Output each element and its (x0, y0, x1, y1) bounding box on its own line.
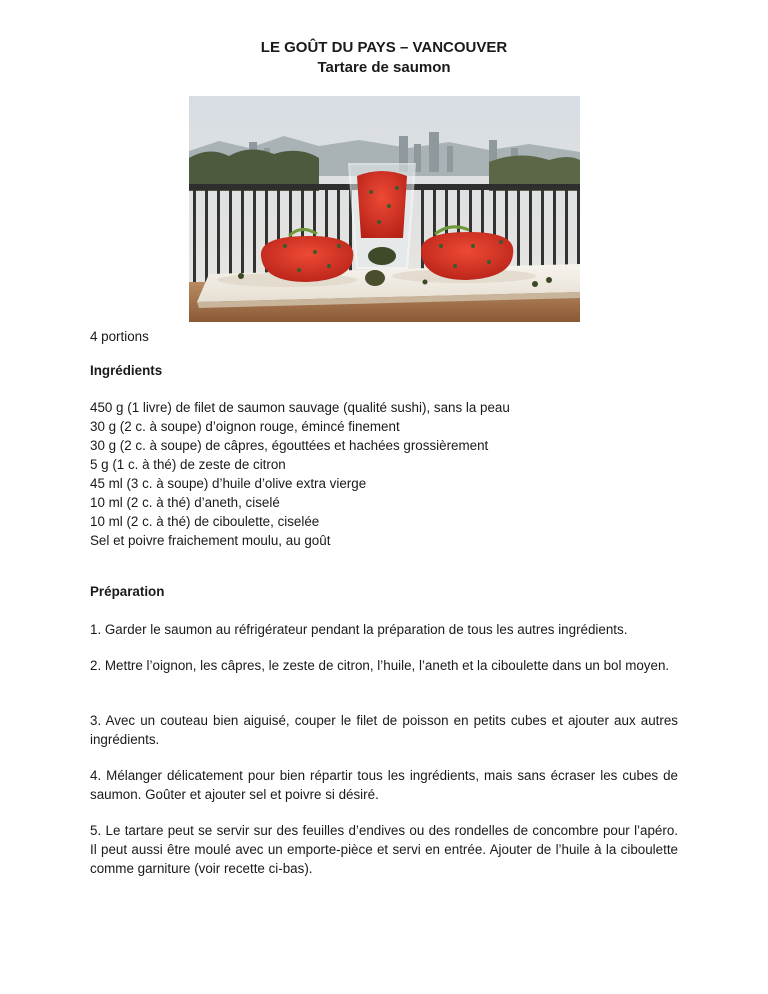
preparation-step: 4. Mélanger délicatement pour bien répartir tous les ingrédients, mais sans écraser les cubes de saumon. Goûter et ajouter sel et poivre si désiré. (90, 768, 678, 802)
ingredient-item: 30 g (2 c. à soupe) d’oignon rouge, émincé finement (90, 419, 400, 434)
ingredient-item: 30 g (2 c. à soupe) de câpres, égouttées et hachées grossièrement (90, 438, 489, 453)
ingredient-item: 10 ml (2 c. à thé) d’aneth, ciselé (90, 495, 280, 510)
preparation-step: 2. Mettre l’oignon, les câpres, le zeste de citron, l’huile, l’aneth et la ciboulette dans un bol moyen. (90, 658, 670, 673)
salmon-tartare-photo (189, 96, 580, 322)
ingredient-item: 450 g (1 livre) de filet de saumon sauvage (qualité sushi), sans la peau (90, 400, 510, 415)
preparation-step: 3. Avec un couteau bien aiguisé, couper le filet de poisson en petits cubes et ajouter aux autres ingrédients. (90, 713, 678, 747)
document-header (0, 38, 768, 78)
ingredient-item: 10 ml (2 c. à thé) de ciboulette, ciselée (90, 514, 320, 529)
ingredient-item: Sel et poivre fraichement moulu, au goût (90, 533, 331, 548)
recipe-title: Tartare de saumon (317, 59, 451, 76)
portions-text: 4 portions (90, 329, 149, 344)
ingredients-list (90, 398, 678, 550)
preparation-step: 5. Le tartare peut se servir sur des feuilles d’endives ou des rondelles de concombre pour l’apéro. Il peut aussi être moulé avec un emporte-pièce et servi en entrée. Ajouter de l’huile à la ciboulette comme garniture (voir recette ci-bas). (90, 823, 678, 876)
ingredients-heading: Ingrédients (90, 363, 163, 378)
preparation-step: 1. Garder le saumon au réfrigérateur pendant la préparation de tous les autres ingrédients. (90, 622, 628, 637)
ingredient-item: 5 g (1 c. à thé) de zeste de citron (90, 457, 286, 472)
ingredient-item: 45 ml (3 c. à soupe) d’huile d’olive extra vierge (90, 476, 367, 491)
preparation-heading: Préparation (90, 584, 165, 599)
document-title: LE GOÛT DU PAYS – VANCOUVER (260, 39, 508, 56)
